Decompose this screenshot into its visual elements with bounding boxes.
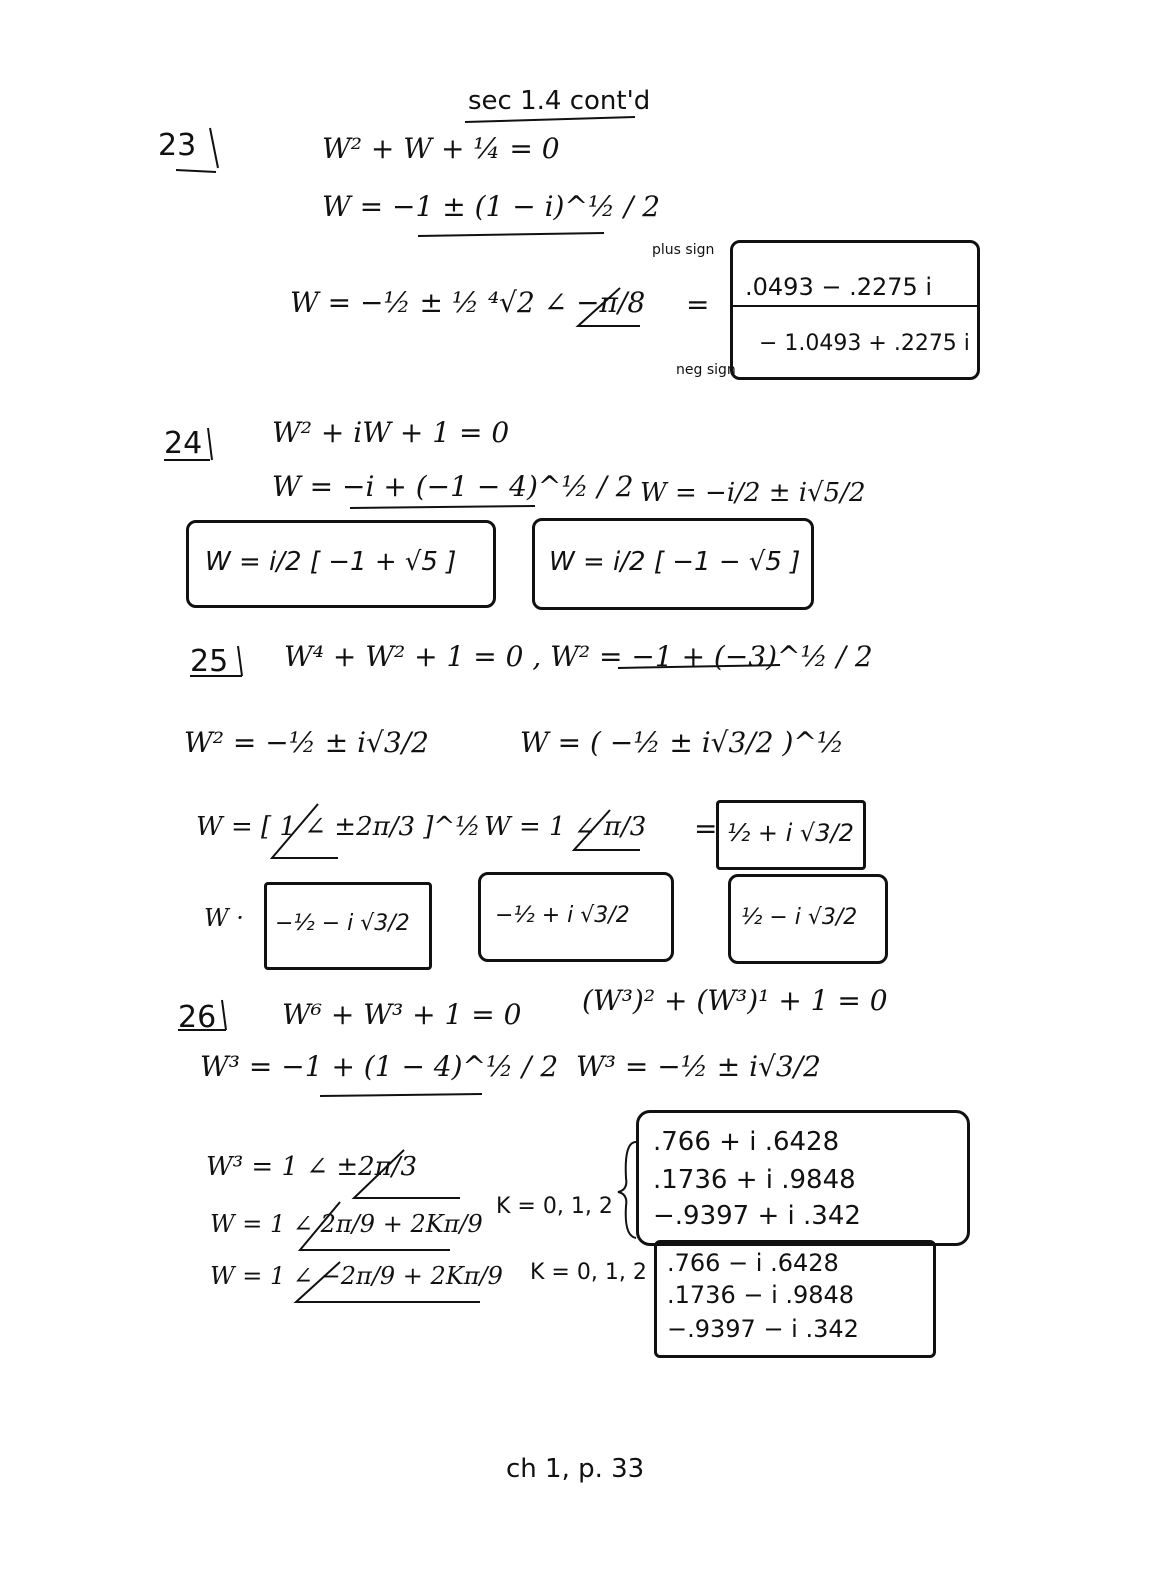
problem-number-25: 25 bbox=[190, 644, 229, 679]
k-values-2: K = 0, 1, 2 bbox=[530, 1260, 647, 1285]
page-reference: ch 1, p. 33 bbox=[506, 1454, 645, 1484]
equals-23: = bbox=[686, 288, 710, 321]
eq-26-7: W = 1 ∠ −2π/9 + 2Kπ/9 bbox=[210, 1262, 503, 1290]
answer-24-a: W = i/2 [ −1 + √5 ] bbox=[205, 547, 457, 577]
eq-24-1: W² + iW + 1 = 0 bbox=[272, 416, 510, 449]
problem-number-24: 24 bbox=[164, 426, 203, 461]
eq-26-2: (W³)² + (W³)¹ + 1 = 0 bbox=[582, 984, 888, 1017]
answer-26-upper-1: .766 + i .6428 bbox=[653, 1127, 840, 1157]
answer-box-25-b bbox=[478, 872, 674, 962]
eq-26-3: W³ = −1 + (1 − 4)^½ / 2 bbox=[200, 1050, 559, 1083]
answer-box-24-a bbox=[186, 520, 496, 608]
eq-23-1: W² + W + ¼ = 0 bbox=[322, 132, 560, 165]
answer-26-upper-2: .1736 + i .9848 bbox=[653, 1165, 856, 1195]
eq-25-3: W = ( −½ ± i√3/2 )^½ bbox=[520, 726, 845, 759]
answer-25-a: −½ − i √3/2 bbox=[275, 911, 410, 936]
eq-25-4: W = [ 1 ∠ ±2π/3 ]^½ bbox=[196, 812, 481, 842]
section-title: sec 1.4 cont'd bbox=[468, 86, 651, 116]
equals-25: = bbox=[694, 812, 718, 845]
answer-24-b: W = i/2 [ −1 − √5 ] bbox=[549, 547, 801, 577]
note-plus-sign: plus sign bbox=[652, 242, 715, 258]
answer-box-25-a bbox=[264, 882, 432, 970]
answer-box-24-b bbox=[532, 518, 814, 610]
answer-box-26-upper bbox=[636, 1110, 970, 1246]
eq-26-6: W = 1 ∠ 2π/9 + 2Kπ/9 bbox=[210, 1210, 483, 1238]
answer-23-plus: .0493 − .2275 i bbox=[745, 273, 933, 301]
answer-25-principal: ½ + i √3/2 bbox=[727, 819, 854, 847]
answer-26-lower-1: .766 − i .6428 bbox=[667, 1249, 839, 1277]
eq-25-1: W⁴ + W² + 1 = 0 , W² = −1 + (−3)^½ / 2 bbox=[284, 640, 873, 673]
eq-23-2: W = −1 ± (1 − i)^½ / 2 bbox=[322, 190, 661, 223]
answer-23-minus: − 1.0493 + .2275 i bbox=[759, 331, 970, 356]
eq-23-3: W = −½ ± ½ ⁴√2 ∠ −π/8 bbox=[290, 286, 646, 319]
answer-box-25-principal bbox=[716, 800, 866, 870]
note-neg-sign: neg sign bbox=[676, 362, 736, 378]
answer-25-b: −½ + i √3/2 bbox=[495, 903, 630, 928]
answer-box-23 bbox=[730, 240, 980, 380]
answer-26-lower-3: −.9397 − i .342 bbox=[667, 1315, 859, 1343]
eq-25-2: W² = −½ ± i√3/2 bbox=[184, 726, 429, 759]
eq-25-5: W = 1 ∠ π/3 bbox=[484, 812, 647, 842]
eq-24-2: W = −i + (−1 − 4)^½ / 2 bbox=[272, 470, 634, 503]
eq-26-1: W⁶ + W³ + 1 = 0 bbox=[282, 998, 522, 1031]
k-values-1: K = 0, 1, 2 bbox=[496, 1194, 613, 1219]
answer-box-26-lower bbox=[654, 1240, 936, 1358]
answer-26-lower-2: .1736 − i .9848 bbox=[667, 1281, 855, 1309]
eq-26-4: W³ = −½ ± i√3/2 bbox=[576, 1050, 821, 1083]
answer-25-c: ½ − i √3/2 bbox=[741, 905, 858, 930]
eq-26-5: W³ = 1 ∠ ±2π/3 bbox=[206, 1152, 418, 1182]
answer-26-upper-3: −.9397 + i .342 bbox=[653, 1201, 861, 1231]
eq-25-6: W · bbox=[204, 904, 244, 932]
problem-number-23: 23 bbox=[158, 128, 197, 163]
eq-24-3: W = −i/2 ± i√5/2 bbox=[640, 478, 866, 508]
problem-number-26: 26 bbox=[178, 1000, 217, 1035]
answer-box-25-c bbox=[728, 874, 888, 964]
